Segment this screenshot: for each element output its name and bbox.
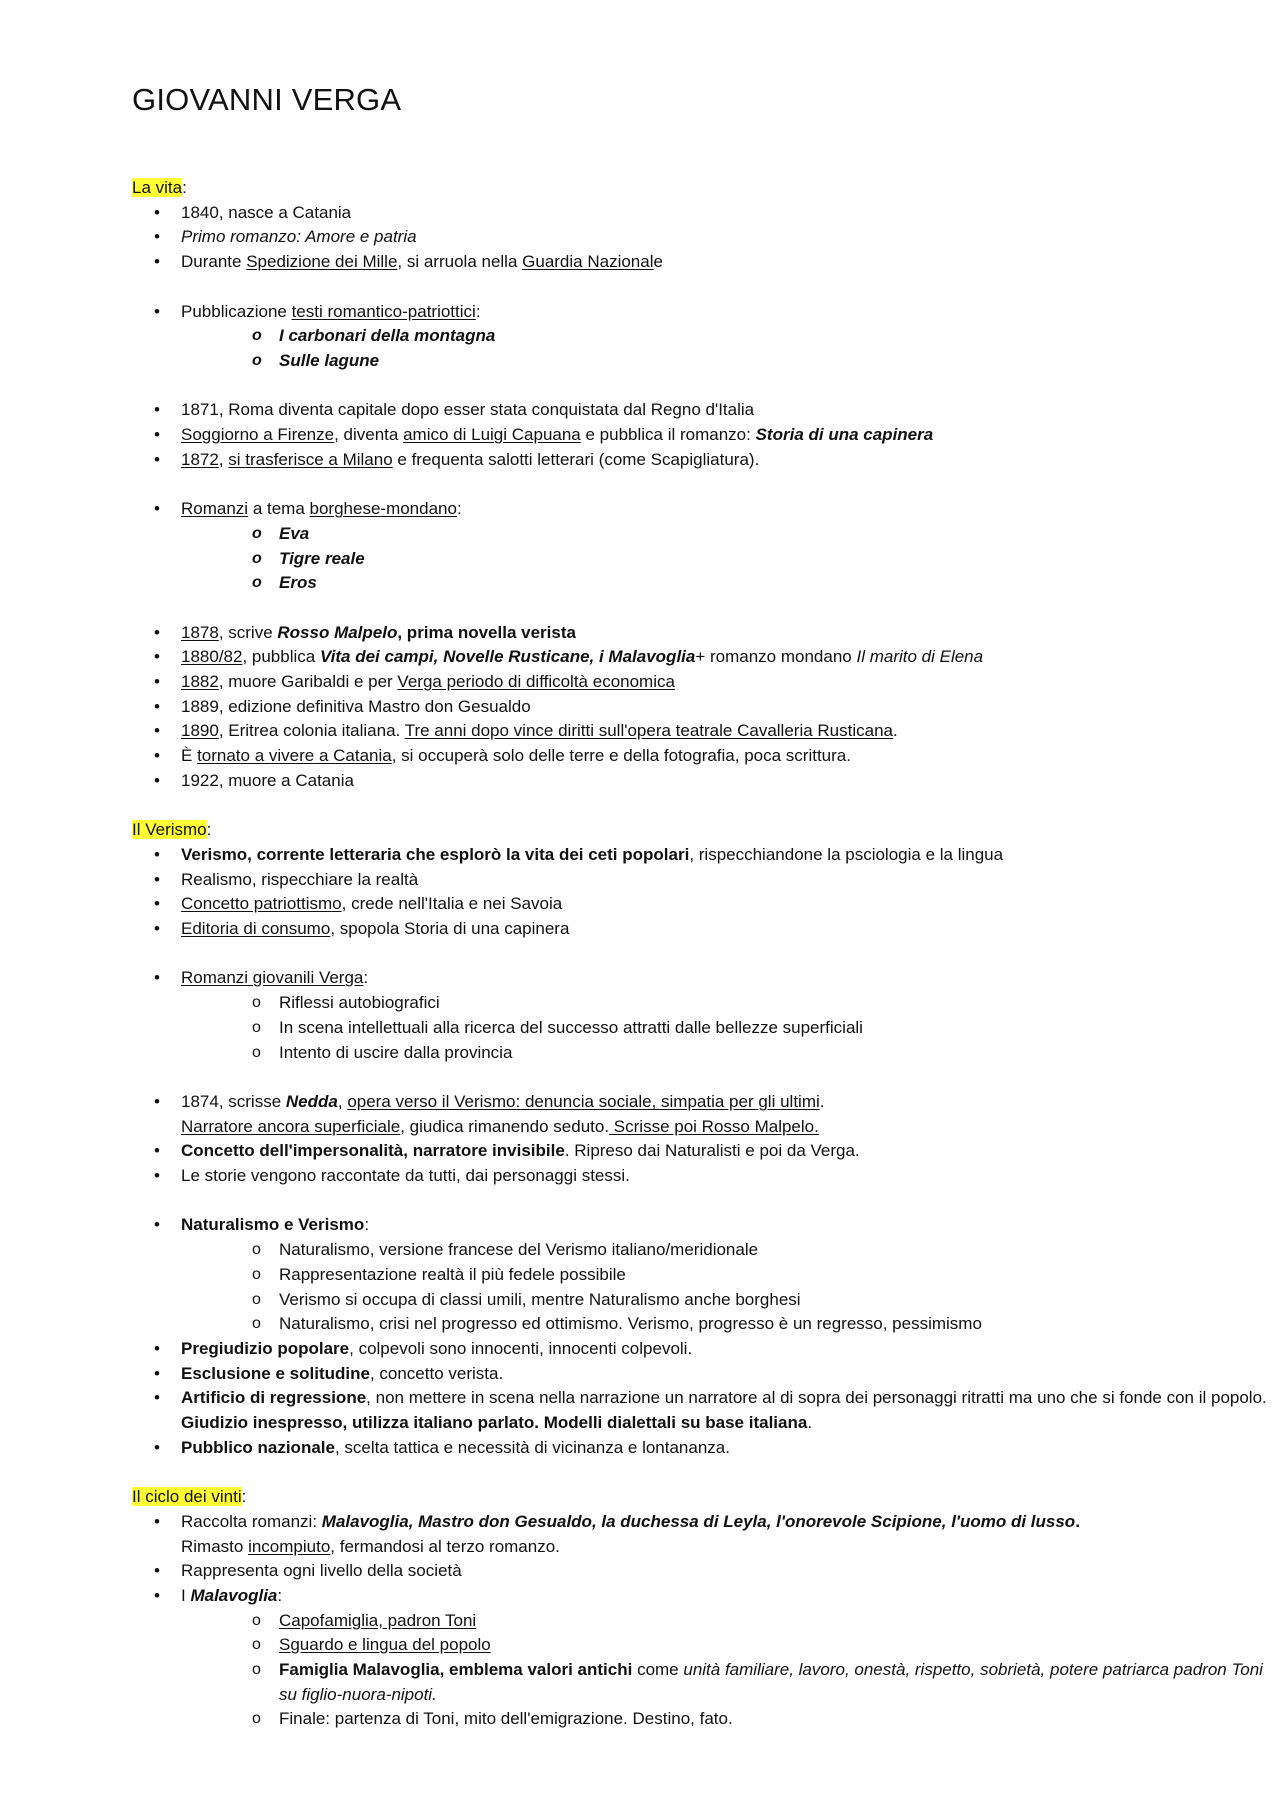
list-item: • 1872, si trasferisce a Milano e frequenta salotti letterari (come Scapigliatura). [132, 448, 1272, 473]
list-item: • Durante Spedizione dei Mille, si arruola nella Guardia Nazionale [132, 250, 1272, 275]
list-item: • Naturalismo e Verismo: o Naturalismo, versione francese del Verismo italiano/meridionale o Rappresentazione realtà il più fedele possibile o Verismo si occupa di classi umili, mentre Naturalismo anche borghesi o Naturalismo, crisi nel progresso ed ottimismo. Verismo, progresso è un regresso, pessimismo [132, 1213, 1272, 1337]
list-item: • 1871, Roma diventa capitale dopo esser stata conquistata dal Regno d'Italia [132, 398, 1272, 423]
list-item: • Pubblico nazionale, scelta tattica e necessità di vicinanza e lontananza. [132, 1436, 1272, 1461]
list-item: • 1890, Eritrea colonia italiana. Tre anni dopo vince diritti sull'opera teatrale Cavalleria Rusticana. [132, 719, 1272, 744]
sublist-item: o Naturalismo, versione francese del Verismo italiano/meridionale [181, 1238, 1272, 1263]
highlighted-heading: Il ciclo dei vinti [132, 1487, 242, 1507]
sublist-item: o Eros [181, 571, 1272, 596]
list-item: • Romanzi giovanili Verga: o Riflessi autobiografici o In scena intellettuali alla ricerca del successo attratti dalle bellezze superficiali o Intento di uscire dalla provincia [132, 966, 1272, 1065]
list-item: • Le storie vengono raccontate da tutti, dai personaggi stessi. [132, 1164, 1272, 1189]
list-item: • Pubblicazione testi romantico-patriottici: o I carbonari della montagna o Sulle lagune [132, 300, 1272, 374]
ciclo-list [132, 1510, 1272, 1535]
list-item: • 1840, nasce a Catania [132, 201, 1272, 226]
list-item: • Concetto dell'impersonalità, narratore invisibile. Ripreso dai Naturalisti e poi da Verga. [132, 1139, 1272, 1164]
list-item: • Realismo, rispecchiare la realtà [132, 868, 1272, 893]
sublist-item: o Riflessi autobiografici [181, 991, 1272, 1016]
highlighted-heading: La vita [132, 178, 183, 197]
sublist-item: o In scena intellettuali alla ricerca del successo attratti dalle bellezze superficiali [181, 1016, 1272, 1041]
sublist [181, 522, 1272, 596]
list-item-continuation: Narratore ancora superficiale, giudica rimanendo seduto. Scrisse poi Rosso Malpelo. [181, 1116, 819, 1136]
section-heading-ciclo: Il ciclo dei vinti: [132, 1487, 247, 1507]
list-item: • Esclusione e solitudine, concetto verista. [132, 1362, 1272, 1387]
list-item: • Primo romanzo: Amore e patria [132, 225, 1272, 250]
list-item: • 1880/82, pubblica Vita dei campi, Novelle Rusticane, i Malavoglia+ romanzo mondano Il marito di Elena [132, 645, 1272, 670]
list-item: • 1889, edizione definitiva Mastro don Gesualdo [132, 695, 1272, 720]
sublist [181, 324, 1272, 373]
list-item: • 1878, scrive Rosso Malpelo, prima novella verista [132, 621, 1272, 646]
list-item: • Soggiorno a Firenze, diventa amico di Luigi Capuana e pubblica il romanzo: Storia di una capinera [132, 423, 1272, 448]
sublist [181, 1238, 1272, 1337]
sublist [181, 1609, 1272, 1733]
sublist-item: o Sguardo e lingua del popolo [181, 1633, 1272, 1658]
sublist-item: o Intento di uscire dalla provincia [181, 1041, 1272, 1066]
list-item: • Artificio di regressione, non mettere in scena nella narrazione un narratore al di sopra dei personaggi ritratti ma uno che si fonde con il popolo. Giudizio inespresso, utilizza italiano parlato. Modelli dialettali su base italiana. [132, 1386, 1272, 1435]
sublist-item: o Naturalismo, crisi nel progresso ed ottimismo. Verismo, progresso è un regresso, pessimismo [181, 1312, 1272, 1337]
list-item: • Editoria di consumo, spopola Storia di una capinera [132, 917, 1272, 942]
sublist-item: o Verismo si occupa di classi umili, mentre Naturalismo anche borghesi [181, 1288, 1272, 1313]
list-item: • I Malavoglia: o Capofamiglia, padron Toni o Sguardo e lingua del popolo o Famiglia Malavoglia, emblema valori antichi come unità familiare, lavoro, onestà, rispetto, sobrietà, potere patriarca padron Toni su figlio-nuora-nipoti. o Finale: partenza di Toni, mito dell'emigrazione. Destino, fato. [132, 1584, 1272, 1732]
verismo-list [132, 843, 1272, 942]
sublist-item: o Tigre reale [181, 547, 1272, 572]
list-item: • 1922, muore a Catania [132, 769, 1272, 794]
sublist-item: o Famiglia Malavoglia, emblema valori antichi come unità familiare, lavoro, onestà, rispetto, sobrietà, potere patriarca padron Toni su figlio-nuora-nipoti. [181, 1658, 1272, 1707]
list-item: • Pregiudizio popolare, colpevoli sono innocenti, innocenti colpevoli. [132, 1337, 1272, 1362]
list-item: • Rappresenta ogni livello della società [132, 1559, 1272, 1584]
sublist-item: o Finale: partenza di Toni, mito dell'emigrazione. Destino, fato. [181, 1707, 1272, 1732]
list-item: • Romanzi a tema borghese-mondano: o Eva o Tigre reale o Eros [132, 497, 1272, 596]
list-item: • 1882, muore Garibaldi e per Verga periodo di difficoltà economica [132, 670, 1272, 695]
sublist [181, 991, 1272, 1065]
sublist-item: o Sulle lagune [181, 349, 1272, 374]
section-heading-vita: La vita: [132, 178, 187, 197]
list-item: • Raccolta romanzi: Malavoglia, Mastro don Gesualdo, la duchessa di Leyla, l'onorevole Scipione, l'uomo di lusso. [132, 1510, 1272, 1535]
sublist-item: o Eva [181, 522, 1272, 547]
highlighted-heading: Il Verismo [132, 820, 207, 840]
page-title: GIOVANNI VERGA [132, 82, 402, 117]
list-item: • 1874, scrisse Nedda, opera verso il Verismo: denuncia sociale, simpatia per gli ultimi. [132, 1090, 1272, 1115]
sublist-item: o I carbonari della montagna [181, 324, 1272, 349]
list-item: • Concetto patriottismo, crede nell'Italia e nei Savoia [132, 892, 1272, 917]
vita-list [132, 201, 1272, 275]
sublist-item: o Capofamiglia, padron Toni [181, 1609, 1272, 1634]
list-item-continuation: Rimasto incompiuto, fermandosi al terzo romanzo. [181, 1536, 560, 1556]
sublist-item: o Rappresentazione realtà il più fedele possibile [181, 1263, 1272, 1288]
section-heading-verismo: Il Verismo: [132, 820, 212, 840]
document-body [132, 176, 1272, 1732]
list-item: • È tornato a vivere a Catania, si occuperà solo delle terre e della fotografia, poca scrittura. [132, 744, 1272, 769]
list-item: • Verismo, corrente letteraria che esplorò la vita dei ceti popolari, rispecchiandone la psciologia e la lingua [132, 843, 1272, 868]
